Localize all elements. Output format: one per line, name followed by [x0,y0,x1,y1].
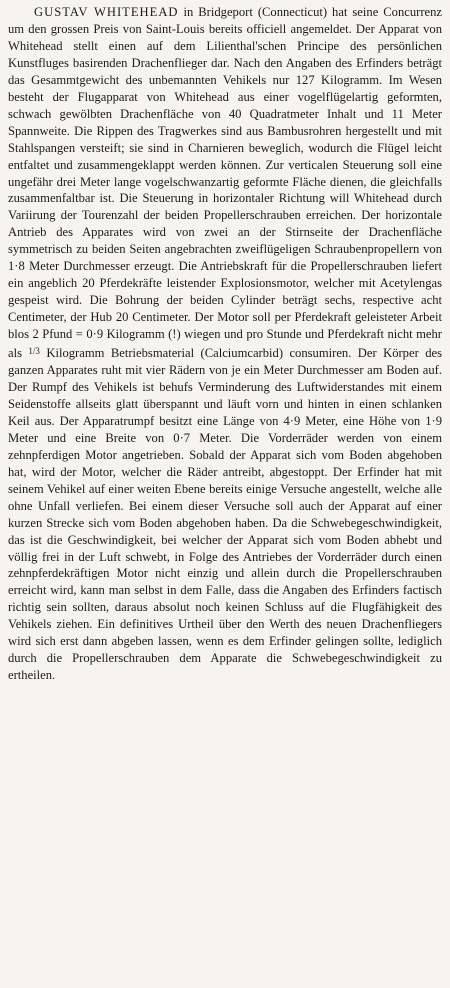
article-text-part-2: Kilogramm Betriebsmaterial (Calciumcarbid) consumiren. Der Körper des ganzen Apparates ruht mit vier Rädern von je ein Meter Durchmesser am Boden auf. Der Rumpf des Vehikels ist behufs Verminderung des Luftwiderstandes mit einem Seidenstoffe allseits glatt überspannt und läuft vorn und hinten in einen schlanken Keil aus. Der Apparatrumpf besitzt eine Länge von 4·9 Meter, eine Höhe von 1·9 Meter und eine Breite von 0·7 Meter. Die Vorderräder werden von einem zehnpferdigen Motor angetrieben. Sobald der Apparat sich vom Boden abgehoben hat, wird der Motor, welcher die Räder antreibt, abgestoppt. Der Erfinder hat mit seinem Vehikel auf einer weiten Ebene bereits einige Versuche angestellt, welche alle ohne Unfall verliefen. Bei einem dieser Versuche soll auch der Apparat auf einer kurzen Strecke sich vom Boden abgehoben haben. Da die Schwebegeschwindigkeit, das ist die Geschwindigkeit, bei welcher der Apparat sich vom Boden abhebt und völlig frei in der Luft schwebt, in Folge des Antriebes der Vorderräder durch einen zehnpferdekräftigen Motor nicht einzig und allein durch die Propellerschrauben erreicht wird, kann man selbst in dem Falle, dass die Angaben des Erfinders factisch richtig sein sollten, daraus absolut noch keinen Schluss auf die Flugfähigkeit des Vehikels ziehen. Ein definitives Urtheil über den Werth des neuen Drachenfliegers wird sich erst dann abgeben lassen, wenn es dem Erfinder gelingen sollte, lediglich durch die Propellerschrauben dem Apparate die Schwebegeschwindigkeit zu ertheilen. [8,346,442,683]
one-third-fraction: 1/3 [28,346,40,357]
article-text-part-1: in Bridgeport (Connecticut) hat seine Concurrenz um den grossen Preis von Saint-Louis bereits officiell angemeldet. Der Apparat von Whitehead stellt einen auf dem Lilienthal'schen Principe des persönlichen Kunstfluges basirenden Drachenflieger dar. Nach den Angaben des Erfinders beträgt das Gesammtgewicht des unbemannten Vehikels nur 127 Kilogramm. Im Wesen besteht der Flugapparat von Whitehead aus einer vogelflügelartig geformten, schwach gewölbten Drachenfläche von 40 Quadratmeter Inhalt und 11 Meter Spannweite. Die Rippen des Tragwerkes sind aus Bambusrohren hergestellt und mit Stahlspangen versteift; sie sind in Charnieren beweglich, wodurch die Flügel leicht entfaltet und zusammengeklappt werden können. Zur verticalen Steuerung soll eine ungefähr drei Meter lange vogelschwanzartig geformte Fläche dienen, die gleichfalls zusammenfaltbar ist. Die Steuerung in horizontaler Richtung will Whitehead durch Variirung der Tourenzahl der beiden Propellerschrauben erreichen. Der horizontale Antrieb des Apparates wird von zwei an der Stirnseite der Drachenfläche symmetrisch zu beiden Seiten angebrachten zweiflügeligen Schraubenpropellern von 1·8 Meter Durchmesser erzeugt. Die Antriebskraft für die Propellerschrauben liefert ein angeblich 20 Pferdekräfte leistender Explosionsmotor, welcher mit Acetylengas gespeist wird. Die Bohrung der beiden Cylinder beträgt sechs, respective acht Centimeter, der Hub 20 Centimeter. Der Motor soll per Pferdekraft geleisteter Arbeit blos 2 Pfund = 0·9 Kilogramm (!) wiegen und pro Stunde und Pferdekraft nicht mehr als [8,5,443,361]
article-headline: GUSTAV WHITEHEAD [34,5,179,19]
article-paragraph [8,4,442,684]
